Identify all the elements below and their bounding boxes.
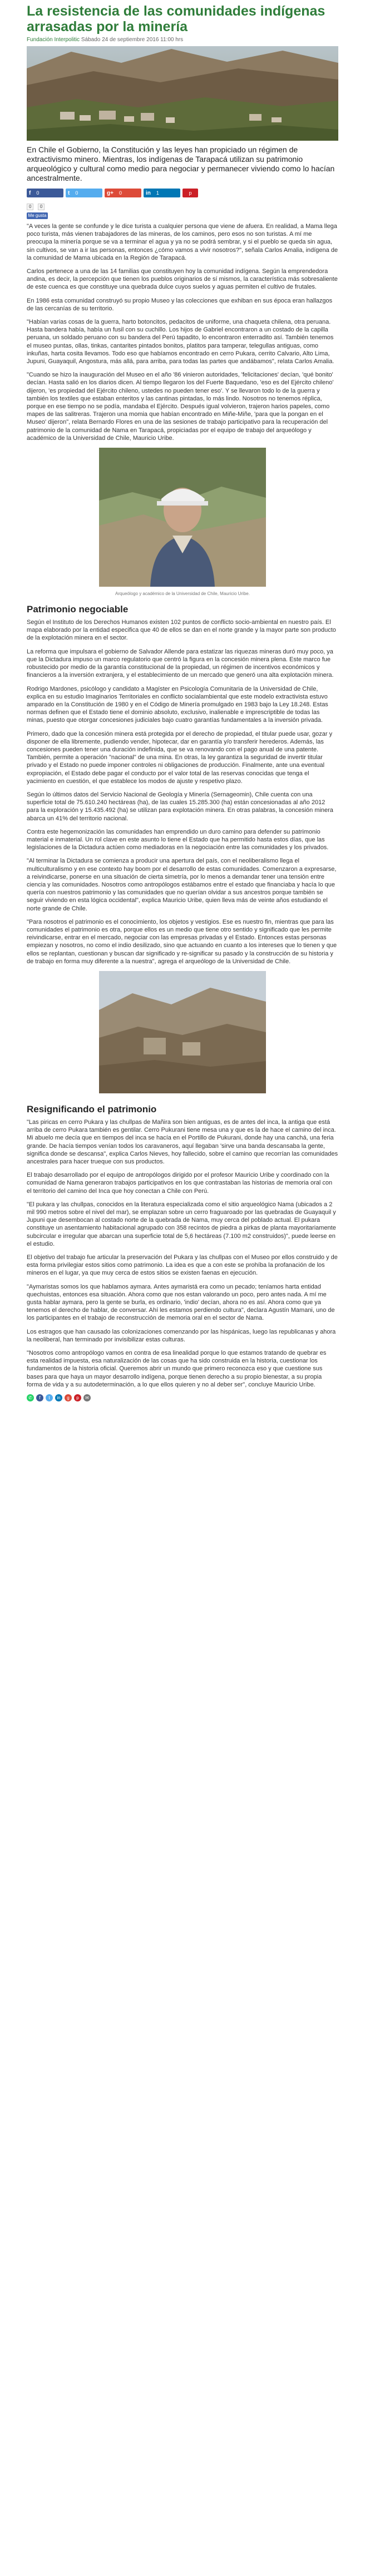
paragraph: La reforma que impulsara el gobierno de Salvador Allende para estatizar las riquezas mineras duró muy poco, ya que la Dictadura impuso un marco regulatorio que centró la figura en la concesión minera plena. Este marco fue robustecido por medio de la garantía constitucional de la propiedad, un régimen de incentivos económicos y financieros a la inversión extranjera, y el establecimiento de un mercado que generó una alta explotación minera. [27, 648, 334, 679]
share-bar [27, 189, 338, 197]
facebook-icon[interactable]: f [36, 1394, 43, 1401]
article-title: La resistencia de las comunidades indígenas arrasadas por la minería [27, 3, 325, 34]
share-count: 0 [119, 190, 122, 196]
paragraph: "Para nosotros el patrimonio es el conocimiento, los objetos y vestigios. Ese es nuestro fin, mientras que para las comunidades el patrimonio es otra, porque ellos es un medio que tiene otro sentido y significado que les permite reivindicarse, entrar en el mercado, negociar con las empresas privadas y el Estado. Entonces estas personas empiezan y nosotros, no como el indio desilizado, sino que actuando en cuanto a los intereses que lo tienen y que ellos se replantan, cuestionan y buscan dar significado y re-significar su pasado y la construcción de su historia y de trabajo en forma muy diferente a la nuestra", agrega el arqueólogo de la Universidad de Chile. [27, 918, 337, 965]
google-plus-icon[interactable]: g [65, 1394, 72, 1401]
paragraph: El trabajo desarrollado por el equipo de antropólogos dirigido por el profesor Mauricio Uribe y coordinado con la comunidad de Nama generaron trabajos participativos en los que contrastaban las historias de memoria oral con el territorio del camino del Inca que hoy conectan a Chile con Perú. [27, 1172, 333, 1195]
share-count-button[interactable]: 0 [38, 204, 45, 210]
share-count: 0 [36, 190, 40, 196]
social-small-buttons [27, 201, 338, 219]
paragraph: Los estragos que han causado las colonizaciones comenzando por las hispánicas, luego las republicanas y ahora la neoliberal, han terminado por invisibilizar estas culturas. [27, 1328, 336, 1343]
linkedin-icon: in [146, 190, 151, 196]
paragraph: "Aymaristas somos los que hablamos aymara. Antes aymaristá era como un pecado; teníamos harta entidad quechuistas, entonces esa situación. Ahora como que nos estan valorando un poco, pero antes nada. A mí me gusta hablar aymara, pero la gente se burla, es ordinario, 'indio' decían, ahora no es así. Ahora como que ya tenemos el derecho de hablar, de conversar. Ahí les estamos perdiendo cultura", declara Agustín Mamani, uno de los participantes en el trabajo de reconstrucción de memoria oral en el sector de Nama. [27, 1283, 335, 1322]
paragraph: Primero, dado que la concesión minera está protegida por el derecho de propiedad, el titular puede usar, gozar y disponer de ella libremente, pudiendo vender, hipotecar, dar en garantía y/o transferir herederos. Además, las concesiones pueden tener una duración indefinida, que se va renovando con el pago anual de una patente. También, permite a operación "nacional" de una mina. En otras, la ley garantiza la seguridad de invertir titular privado y el Estado no puede imponer controles ni obligaciones de producción. Finalmente, ante una eventual expropiación, el Estado debe pagar el conducto por el valor total de las reservas conocidas que tenga el yacimiento en cuestión, el que establece los modos de ajuste y respetivo plazo. [27, 730, 333, 785]
share-pinterest-button[interactable] [182, 189, 198, 197]
email-icon[interactable]: ✉ [83, 1394, 91, 1401]
like-count-button[interactable]: 0 [27, 204, 33, 210]
figure-landscape [27, 971, 338, 1096]
byline [27, 37, 338, 43]
section-heading: Patrimonio negociable [27, 604, 129, 615]
figure-portrait [27, 448, 338, 596]
paragraph: Contra este hegemonización las comunidades han emprendido un duro camino para defender su patrimonio material e inmaterial. Un rol clave en este asunto lo tiene el Estado que ha permitido hasta estos días, que las legislaciones de la Dictadura actúen como mediadoras en la negociación entre las comunidades y los privados. [27, 828, 329, 851]
paragraph: "Al terminar la Dictadura se comienza a producir una apertura del país, con el neoliberalismo llega el multiculturalismo y en ese contexto hay boom por el desarrollo de estas comunidades. Comenzaron a expresarse, a reivindicarse, ponerse en una situación de cierta simetría, por lo menos a demandar tener una tensión entre ciencia y las comunidades. Nosotros como antropólogos estábamos entre el estado que financiaba y hacía lo que quería con nuestros patrimonio y las comunidades que no querían olvidar a sus ancestros porque también se seguir viviendo en esta lógica occidental", explica Mauricio Uribe, quien lleva más de veinte años estudiando el norte grande de Chile. [27, 858, 337, 912]
paragraph: "Habían varias cosas de la guerra, harto botoncitos, pedacitos de uniforme, una chaqueta chilena, otra peruana. Hasta bandera había, había un fusil con su cuchillo. Los hijos de Gabriel encontraron a un costado de la capilla peruana, un soldado peruano con su bandera del Perú tapadito, lo encontraron enterradito así. También tenemos el museo puntas, ollas, tinkas, cantarites pintados bonitos, platitos para tamperar, telegullas antiguas, como inkuñas, harta cosita llevamos. Todo eso que habíamos encontrado en cerro Pukara, cerrito Calvario, Alto Lima, Jupuni, Guayaquil, Angostura, más allá, para arriba, para todas las partes que andábamos", relata Carlos Amalia. [27, 319, 334, 365]
portrait-image [99, 448, 266, 587]
paragraph: Carlos pertenece a una de las 14 familias que constituyen hoy la comunidad indígena. Según la emprendedora andina, es decir, la percepción que tienen los pueblos originarios de sí mismos, la característica más sobresaliente de este cuenca es que constituye una quebrada dulce cuyos suelos y aguas permiten el cultivo de frutales. [27, 268, 338, 291]
article-lead: En Chile el Gobierno, la Constitución y las leyes han propiciado un régimen de extractivismo minero. Mientras, los indígenas de Tarapacá utilizan su patrimonio arqueológico y cultural como medio para negociar y permanecer viviendo como lo hacían ancestralmente. [27, 145, 335, 182]
paragraph: En 1986 esta comunidad construyó su propio Museo y las colecciones que exhiban en sus época eran hallazgos de las cercanías de su territorio. [27, 297, 333, 312]
linkedin-icon[interactable]: in [55, 1394, 62, 1401]
paragraph: El objetivo del trabajo fue articular la preservación del Pukara y las chullpas con el Museo por ellos construido y de esta forma privilegiar estos sitios como patrimonio. La idea es que a con este se prohíba la profanación de los mineros en el lugar, ya que muy cerca de estos sitios se existen faenas en ejecución. [27, 1254, 338, 1277]
section-heading: Resignificando el patrimonio [27, 1104, 157, 1114]
share-facebook-button[interactable] [27, 189, 63, 197]
landscape-image [99, 971, 266, 1093]
share-linkedin-button[interactable] [144, 189, 180, 197]
figure-caption: Arqueólogo y académico de la Universidad de Chile, Mauricio Uribe. [115, 591, 250, 597]
paragraph: "El pukara y las chullpas, conocidos en la literatura especializada como el sitio arqueológico Nama (ubicados a 2 mil 990 metros sobre el nivel del mar), se emplazan sobre un cerro fraguaroado por las quebradas de Guayaquil y Jupuni que desembocan al costado norte de la quebrada de Nama, muy cerca del poblado actual. El pukara constituye un asentamiento habitacional agrupado con 358 recintos de piedra a pirkas de planta mayoritariamente subcircular e irregular que abarcan una superficie total de 5,6 hectáreas (7.100 m2 construidos)", puede leerse en el estudio. [27, 1201, 336, 1247]
twitter-icon[interactable]: t [46, 1394, 53, 1401]
publish-date: Sábado 24 de septiembre 2016 11:00 hrs [81, 37, 184, 43]
paragraph: "A veces la gente se confunde y le dice turista a cualquier persona que viene de afuera. En realidad, a Mama llega poco turista, más vienen trabajadores de las mineras, de los caminos, pero esos no son turistas. A mí me preocupa la minería porque se va a terminar el agua y ya no se podrá sembrar, y si el pueblo se queda sin agua, sin cultivos, se van a ir las personas, entonces ¿cómo vamos a vivir nosotros?", señala Carlos Amalia, indígena de la comunidad de Mama ubicada en la Región de Tarapacá. [27, 223, 338, 261]
facebook-icon: f [29, 190, 31, 196]
article-page [27, 0, 338, 1401]
share-count: 1 [156, 190, 159, 196]
facebook-like-button[interactable]: Me gusta [27, 212, 48, 219]
paragraph: "Cuando se hizo la inauguración del Museo en el año '86 vinieron autoridades, 'felicitaciones' decían, 'qué bonito' decían. Hasta salió en los diarios dicen. Al tiempo llegaron los del Fuerte Baquedano, 'eso es del Ejército chileno' dijeron, 'es propiedad del Ejército chileno, ustedes no pueden tener eso'. Y se llevaron todo lo de la guerra y también los textiles que estaban enteritos y las cantinas pintadas, lo más lindo. Nosotros no tenemos réplica, porque en ese tiempo no se podía, mandaba el Ejército. Después igual volvieron, trajeron harios papeles, como mapes de las salitreras. Trajeron una momia que habían encontrado en Miñe-Miñe, 'para que la pongan en el Museo' dijeron", relata Bernardo Flores en una de las sesiones de trabajo participativo para la recuperación del patrimonio de la comunidad de Nama en Tarapacá, propiciadas por el equipo de trabajo del arqueólogo y académico de la Universidad de Chile, Mauricio Uribe. [27, 371, 334, 442]
paragraph: Según el Instituto de los Derechos Humanos existen 102 puntos de conflicto socio-ambiental en nuestro país. El mapa elaborado por la entidad especifica que 40 de ellos se dan en el norte grande y la mayor parte son producto de la explotación minera en el sector. [27, 619, 336, 642]
twitter-icon: t [68, 190, 70, 196]
author-link[interactable]: Fundación Interpolitic [27, 37, 80, 43]
google-plus-icon: g+ [107, 190, 114, 196]
share-count: 0 [75, 190, 78, 196]
hero-image [27, 46, 338, 141]
paragraph: Rodrigo Mardones, psicólogo y candidato a Magíster en Psicología Comunitaria de la Universidad de Chile, explica en su estudio Imaginarios Territoriales en conflicto socialambiental que este modelo extractivista estuvo amparado en la Constitución de 1980 y en el Código de Minería promulgado en 1983 bajo la Ley 18.248. Estas normas definen que el Estado tiene el dominio absoluto, exclusivo, inalienable e imprescriptible de todas las minas, puesto que otorgar concesiones judiciales bajo cuatro garantías fundamentales a la inversión privada. [27, 685, 328, 724]
share-google-button[interactable] [105, 189, 141, 197]
paragraph: "Nosotros como antropólogo vamos en contra de esa linealidad porque lo que estamos tratando de quebrar es esta realidad impuesta, esa naturalización de las cosas que ha sido construida en la historia, cuestionar los fundamentos de la historia oficial. Queremos abrir un mundo que primero reconozca eso y que cuestione sus bases para que haya un mayor desarrollo indígena, porque tienen derecho a su propio bienestar, a su propia forma de vida y a su autodeterminación, a lo que ellos quieren y no al deber ser", concluye Mauricio Uribe. [27, 1350, 327, 1388]
whatsapp-icon[interactable]: ✆ [27, 1394, 34, 1401]
paragraph: Según lo últimos datos del Servicio Nacional de Geología y Minería (Sernageomin), Chile cuenta con una superficie total de 75.610.240 hectáreas (ha), de las cuales 15.285.300 (ha) están concesionadas al año 2012 para la exploración y 15.435.492 (ha) se utilizan para explotación minera. En otras palabras, la concesión minera abarca un 41% del territorio nacional. [27, 791, 333, 822]
footer-share-icons [27, 1394, 338, 1401]
pinterest-icon[interactable]: p [74, 1394, 81, 1401]
share-twitter-button[interactable] [66, 189, 102, 197]
pinterest-icon: p [189, 190, 192, 196]
paragraph: "Las piricas en cerro Pukara y las chullpas de Mañira son bien antiguas, es de antes del inca, la antiga que está arriba de cerro Pukara también es gentilar. Cerro Pukurani tiene mesa una y que es la de hace el camino del inca. Mi abuelo me decía que en tiempos del inca se hacía en el Portillo de Pukurani, donde hay una canchá, una feria grande. De hacía tiempos venían todos los caravaneros, aquí llegaban 'sirve una banda descansaba la gente, significa donde se descansa", explica Carlos Nieves, hoy fallecido, sobre el camino que recorrían las comunidades ancestrales para hacer trueque con sus productos. [27, 1119, 338, 1166]
